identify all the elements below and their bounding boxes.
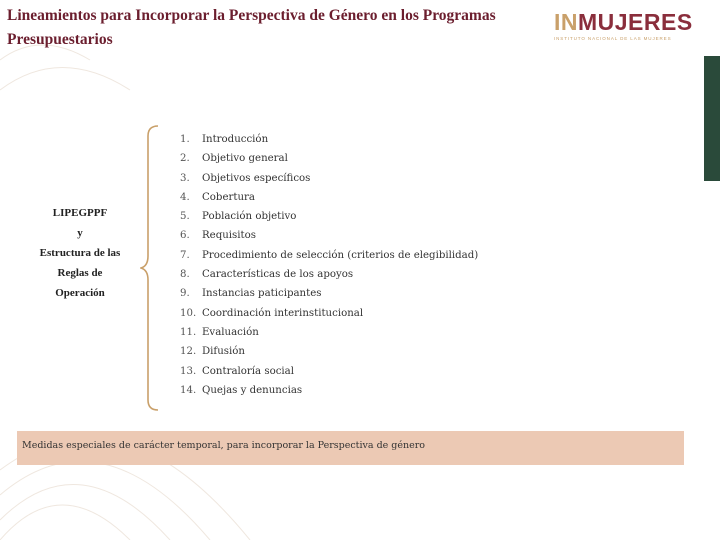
item-text: Introducción <box>202 134 269 145</box>
list-item <box>160 342 478 361</box>
curly-brace-icon <box>140 124 160 412</box>
list-item <box>160 207 478 226</box>
list-item <box>160 284 478 303</box>
item-number: 6. <box>180 230 190 242</box>
side-accent-bar <box>704 56 720 181</box>
left-heading-line: Operación <box>55 287 105 299</box>
item-number: 9. <box>180 288 190 300</box>
item-text: Requisitos <box>202 230 256 242</box>
item-number: 3. <box>180 172 190 184</box>
highlight-band <box>17 431 684 465</box>
list-item <box>160 246 478 265</box>
item-text: Población objetivo <box>202 211 297 223</box>
left-heading-line: Reglas de <box>57 267 103 279</box>
left-heading-line: LIPEGPPF <box>52 207 108 219</box>
item-number: 1. <box>180 134 190 145</box>
logo-name: MUJERES <box>578 9 693 35</box>
inmujeres-logo <box>554 10 699 41</box>
item-number: 2. <box>180 153 190 165</box>
item-number: 4. <box>180 191 190 203</box>
list-item <box>160 362 478 381</box>
item-text: Instancias paticipantes <box>202 288 322 300</box>
item-text: Cobertura <box>202 191 255 203</box>
band-text: Medidas especiales de carácter temporal, para incorporar la Perspectiva de género <box>22 440 426 451</box>
item-number: 12. <box>180 346 197 358</box>
item-text: Quejas y denuncias <box>202 384 303 396</box>
item-text: Difusión <box>202 346 245 358</box>
left-heading-block <box>30 203 130 303</box>
page-title: Lineamientos para Incorporar la Perspectiva de Género en los Programas Presupuestarios <box>7 7 496 48</box>
list-item <box>160 188 478 207</box>
item-text: Características de los apoyos <box>202 269 354 281</box>
item-number: 11. <box>180 326 197 338</box>
list-item <box>160 323 478 342</box>
list-item <box>160 265 478 284</box>
list-item <box>160 130 478 149</box>
item-text: Contraloría social <box>202 365 295 377</box>
item-text: Coordinación interinstitucional <box>202 307 364 319</box>
item-number: 14. <box>180 384 197 396</box>
list-item <box>160 304 478 323</box>
contents-list <box>160 130 478 400</box>
item-number: 7. <box>180 249 190 261</box>
logo-subtitle: INSTITUTO NACIONAL DE LAS MUJERES <box>554 36 672 41</box>
item-number: 13. <box>180 365 197 377</box>
left-heading-line: Estructura de las <box>39 247 121 259</box>
logo-prefix: IN <box>554 9 578 35</box>
list-item <box>160 149 478 168</box>
item-text: Procedimiento de selección (criterios de elegibilidad) <box>202 249 479 261</box>
item-text: Objetivos específicos <box>202 172 311 184</box>
item-text: Objetivo general <box>202 153 288 165</box>
left-heading-line: y <box>77 227 83 239</box>
list-item <box>160 381 478 400</box>
item-number: 5. <box>180 211 190 223</box>
list-item <box>160 169 478 188</box>
item-text: Evaluación <box>202 326 259 338</box>
item-number: 10. <box>180 307 197 319</box>
item-number: 8. <box>180 269 190 281</box>
list-item <box>160 226 478 245</box>
